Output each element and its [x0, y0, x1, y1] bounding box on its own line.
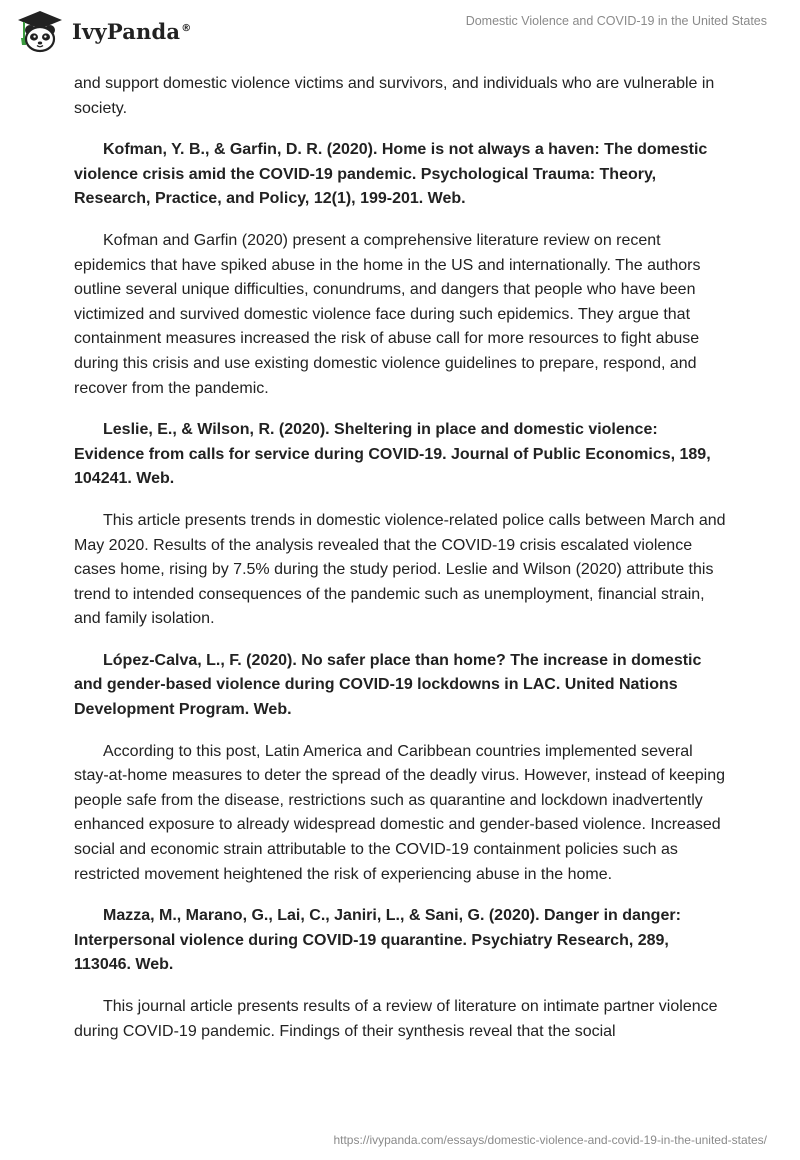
document-body — [74, 72, 728, 1061]
page-header — [0, 0, 800, 62]
ivypanda-logo[interactable] — [14, 8, 191, 54]
document-title: Domestic Violence and COVID-19 in the United States — [465, 14, 767, 28]
brand-name: IvyPanda® — [72, 18, 192, 44]
annotation-paragraph: Kofman and Garfin (2020) present a comprehensive literature review on recent epidemics that have spiked abuse in the home in the US and internationally. The authors outline several unique difficulties, conundrums, and dangers that people who have been victimized and survived domestic violence face during such epidemics. They argue that containment measures increased the risk of abuse call for more resources to fight abuse during this crisis and use existing domestic violence guidelines to prepare, respond, and recover from the pandemic. — [74, 231, 701, 397]
reference-citation: Mazza, M., Marano, G., Lai, C., Janiri, L., & Sani, G. (2020). Danger in danger: Interpersonal violence during COVID-19 quarantine. Psychiatry Research, 289, 113046. Web. — [74, 907, 681, 974]
annotation-paragraph: This journal article presents results of a review of literature on intimate partner violence during COVID-19 pandemic. Findings of their synthesis reveal that the social — [74, 998, 718, 1040]
intro-continuation-paragraph: and support domestic violence victims and survivors, and individuals who are vulnerable in society. — [74, 75, 715, 117]
registered-mark: ® — [181, 22, 192, 34]
annotation-paragraph: According to this post, Latin America and Caribbean countries implemented several stay-at-home measures to deter the spread of the deadly virus. However, instead of keeping people safe from the disease, restrictions such as quarantine and lockdown inadvertently enhanced exposure to already widespread domestic and gender-based violence. Increased social and economic strain attributable to the COVID-19 containment policies such as restricted movement heightened the risk of experiencing abuse in the home. — [74, 742, 726, 883]
annotation-paragraph: This article presents trends in domestic violence-related police calls between March and May 2020. Results of the analysis revealed that the COVID-19 crisis escalated violence cases home, rising by 7.5% during the study period. Leslie and Wilson (2020) attribute this trend to intended consequences of the pandemic such as unemployment, financial strain, and family isolation. — [74, 511, 726, 628]
reference-citation: Kofman, Y. B., & Garfin, D. R. (2020). Home is not always a haven: The domestic violence crisis amid the COVID-19 pandemic. Psychological Trauma: Theory, Research, Practice, and Policy, 12(1), 199-201. Web. — [74, 141, 708, 208]
reference-citation: López-Calva, L., F. (2020). No safer place than home? The increase in domestic and gender-based violence during COVID-19 lockdowns in LAC. United Nations Development Program. Web. — [74, 651, 702, 719]
source-url[interactable]: https://ivypanda.com/essays/domestic-violence-and-covid-19-in-the-united-states/ — [333, 1133, 767, 1147]
reference-citation: Leslie, E., & Wilson, R. (2020). Sheltering in place and domestic violence: Evidence from calls for service during COVID-19. Journal of Public Economics, 189, 104241. Web. — [74, 421, 711, 488]
panda-graduation-cap-icon — [14, 8, 66, 54]
